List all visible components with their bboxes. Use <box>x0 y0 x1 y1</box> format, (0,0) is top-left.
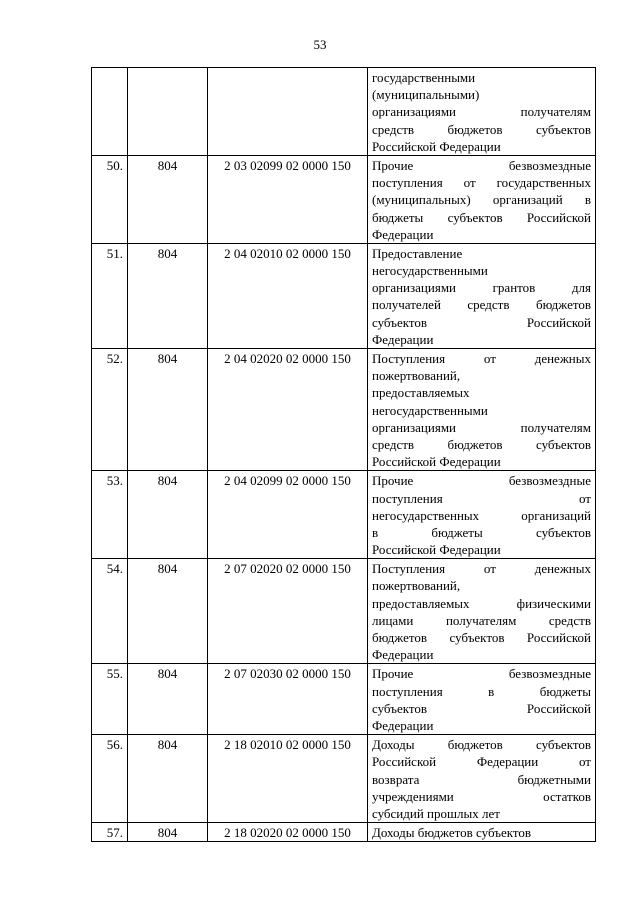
description-line: организациями получателям <box>372 419 591 435</box>
table-row <box>92 559 596 664</box>
row-number-cell: 54. <box>92 559 128 664</box>
description-line: средств бюджетов субъектов <box>372 436 591 452</box>
revenue-description-cell <box>368 349 596 471</box>
revenue-description-cell <box>368 155 596 243</box>
description-line: получателей средств бюджетов <box>372 297 591 313</box>
row-number-cell: 52. <box>92 349 128 471</box>
page-number: 53 <box>313 37 327 52</box>
table-row <box>92 68 596 156</box>
table-row <box>92 349 596 471</box>
budget-classification-code-cell: 2 18 02020 02 0000 150 <box>208 823 368 842</box>
description-line: в бюджеты субъектов <box>372 524 591 540</box>
description-line: Предоставление <box>372 245 463 261</box>
description-line: возврата бюджетными <box>372 771 591 787</box>
description-line: поступления от <box>372 490 591 506</box>
description-line: (муниципальных) организаций в <box>372 192 591 208</box>
description-line: Доходы бюджетов субъектов <box>372 825 532 841</box>
description-line: поступления в бюджеты <box>372 683 591 699</box>
revenue-description-cell <box>368 68 596 156</box>
description-line: лицами получателям средств <box>372 612 591 628</box>
admin-code-cell: 804 <box>128 243 208 348</box>
budget-classification-code-cell: 2 03 02099 02 0000 150 <box>208 155 368 243</box>
description-line: бюджетов субъектов Российской <box>372 630 591 645</box>
description-line: Российской Федерации <box>372 138 501 154</box>
row-number-cell: 57. <box>92 823 128 842</box>
description-line: пожертвований, <box>372 578 461 594</box>
description-line: негосударственными <box>372 402 488 418</box>
admin-code-cell: 804 <box>128 471 208 559</box>
description-line: поступления от государственных <box>372 175 591 191</box>
admin-code-cell: 804 <box>128 559 208 664</box>
description-line: предоставляемых физическими <box>372 595 591 611</box>
revenue-description-cell <box>368 471 596 559</box>
description-line: негосударственными <box>372 263 488 279</box>
budget-classification-code-cell: 2 18 02010 02 0000 150 <box>208 735 368 823</box>
description-line: Федерации <box>372 717 434 733</box>
description-line: Российской Федерации от <box>372 754 591 770</box>
description-line: организациями получателям <box>372 104 591 120</box>
table-row <box>92 243 596 348</box>
description-line: организациями грантов для <box>372 280 591 296</box>
table-row <box>92 155 596 243</box>
budget-classification-code-cell: 2 04 02020 02 0000 150 <box>208 349 368 471</box>
budget-classification-code-cell: 2 07 02020 02 0000 150 <box>208 559 368 664</box>
description-line: Российской Федерации <box>372 454 501 470</box>
description-line: Прочие безвозмездные <box>372 666 591 682</box>
description-line: негосударственных организаций <box>372 507 591 523</box>
row-number-cell <box>92 68 128 156</box>
description-line: бюджеты субъектов Российской <box>372 209 591 225</box>
description-line: Прочие безвозмездные <box>372 473 591 489</box>
table-row <box>92 664 596 735</box>
description-line: Доходы бюджетов субъектов <box>372 737 591 753</box>
table-body <box>92 68 596 842</box>
revenue-codes-table <box>91 67 596 842</box>
description-line: учреждениями остатков <box>372 788 591 804</box>
description-line: Российской Федерации <box>372 542 501 558</box>
row-number-cell: 53. <box>92 471 128 559</box>
description-line: Прочие безвозмездные <box>372 157 591 173</box>
table-row <box>92 471 596 559</box>
revenue-description-cell <box>368 243 596 348</box>
row-number-cell: 56. <box>92 735 128 823</box>
description-line: Федерации <box>372 226 434 242</box>
admin-code-cell: 804 <box>128 349 208 471</box>
admin-code-cell: 804 <box>128 735 208 823</box>
row-number-cell: 55. <box>92 664 128 735</box>
budget-classification-code-cell: 2 04 02099 02 0000 150 <box>208 471 368 559</box>
description-line: предоставляемых <box>372 385 470 401</box>
budget-classification-code-cell <box>208 68 368 156</box>
description-line: субсидий прошлых лет <box>372 805 500 821</box>
description-line: Федерации <box>372 331 434 347</box>
row-number-cell: 51. <box>92 243 128 348</box>
budget-classification-code-cell: 2 04 02010 02 0000 150 <box>208 243 368 348</box>
row-number-cell: 50. <box>92 155 128 243</box>
revenue-description-cell <box>368 664 596 735</box>
revenue-description-cell <box>368 735 596 823</box>
description-line: пожертвований, <box>372 368 461 384</box>
budget-classification-code-cell: 2 07 02030 02 0000 150 <box>208 664 368 735</box>
table-row <box>92 823 596 842</box>
description-line: Поступления от денежных <box>372 561 591 577</box>
admin-code-cell: 804 <box>128 664 208 735</box>
description-line: Поступления от денежных <box>372 351 591 366</box>
description-line: средств бюджетов субъектов <box>372 121 591 137</box>
description-line: субъектов Российской <box>372 700 591 716</box>
description-line: Федерации <box>372 647 434 663</box>
admin-code-cell <box>128 68 208 156</box>
description-line: субъектов Российской <box>372 314 591 330</box>
description-line: государственными <box>372 70 476 85</box>
admin-code-cell: 804 <box>128 823 208 842</box>
description-line: (муниципальными) <box>372 87 480 103</box>
revenue-description-cell <box>368 823 596 842</box>
revenue-description-cell <box>368 559 596 664</box>
admin-code-cell: 804 <box>128 155 208 243</box>
table-row <box>92 735 596 823</box>
